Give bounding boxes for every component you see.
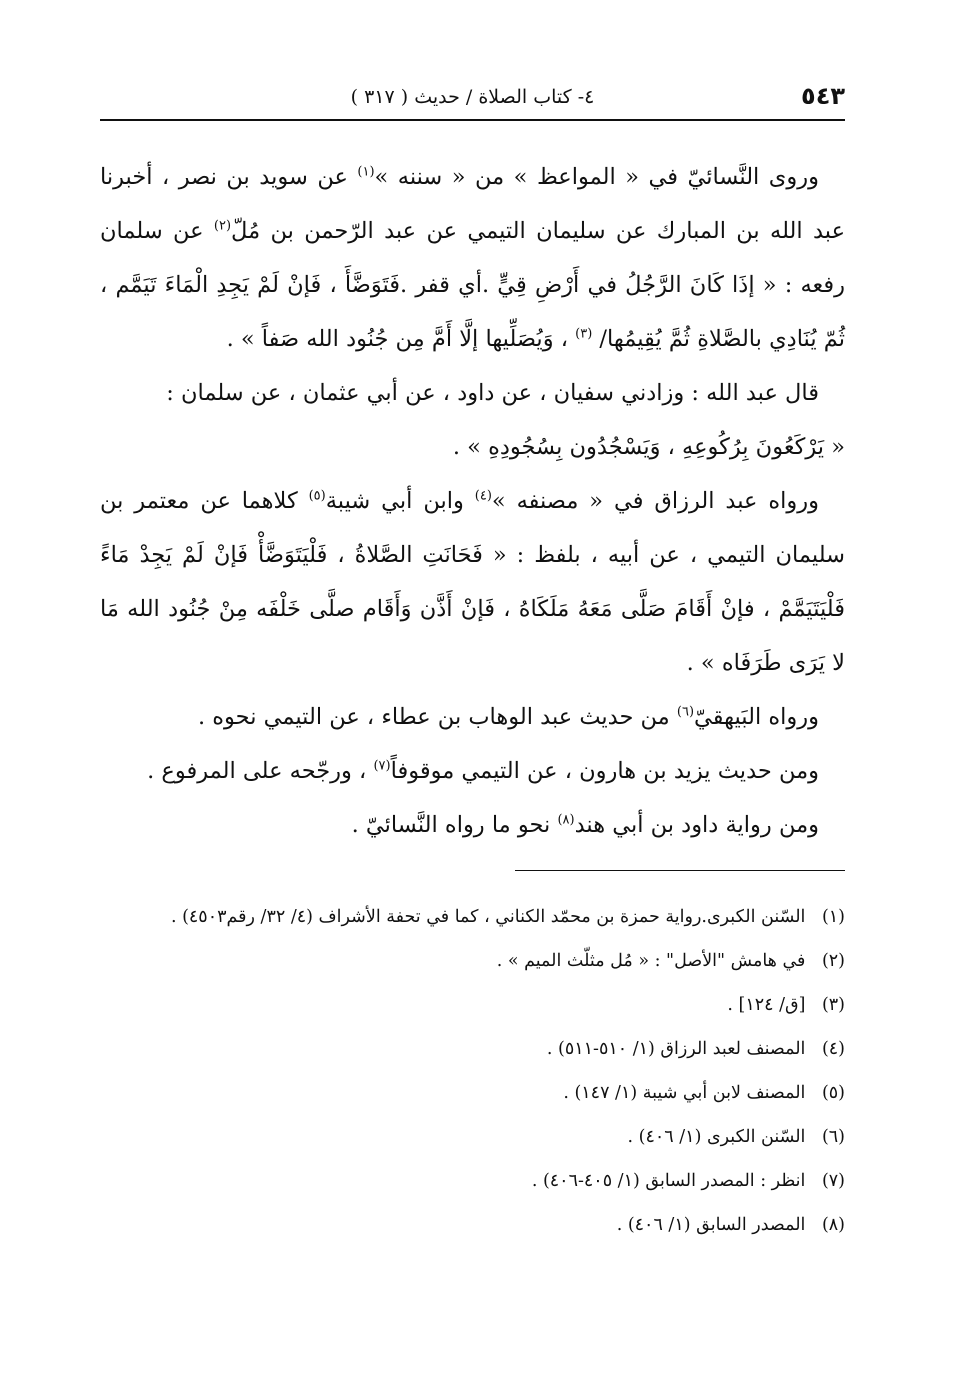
footnote-text: المصنف لابن أبي شيبة (١/ ١٤٧) . (563, 1083, 806, 1103)
footnote-text: انظر : المصدر السابق (١/ ٤٠٥-٤٠٦) . (531, 1171, 806, 1191)
footnote-ref-8: (٨) (557, 812, 575, 828)
paragraph-abdullah: قال عبد الله : وزادني سفيان ، عن داود ، عن أبي عثمان ، عن سلمان : (166, 380, 819, 406)
paragraph-abdurrazzaq (100, 474, 845, 690)
footnote-ref-3: (٣) (575, 326, 593, 342)
footnote-text: في هامش "الأصل" : « مُل مثلّث الميم » . (496, 951, 806, 971)
footnote-2 (100, 939, 845, 983)
paragraph-yazid (100, 744, 845, 798)
header-rule (100, 119, 845, 121)
footnote-number: (٢) (821, 951, 845, 971)
text-segment: ، وَيُصَلِّيها إلَّا أَمَّ مِن جُنُود الله صَفاً » . (226, 326, 576, 352)
footnote-5 (100, 1071, 845, 1115)
text-segment: نحو ما رواه النَّسائيّ . (351, 812, 558, 838)
page-number: ٥٤٣ (801, 82, 845, 110)
text-segment: ومن حديث يزيد بن هارون ، عن التيمي موقوفاً (390, 758, 819, 784)
footnote-text: السّنن الكبرى.رواية حمزة بن محمّد الكناني ، كما في تحفة الأشراف (٤/ ٣٢/ رقم٤٥٠٣) . (170, 907, 806, 927)
footnote-8 (100, 1203, 845, 1247)
text-segment: من حديث عبد الوهاب بن عطاء ، عن التيمي نحوه . (197, 704, 677, 730)
text-segment: كلاهما عن معتمر بن سليمان التيمي ، عن أبيه ، بلفظ : « فَحَانَتِ الصَّلاةُ ، فَلْيَتَوَضَّأْ فَإنْ لَمْ يَجِدْ مَاءً فَلْيَتَيَمَّمْ ، فإنْ أَقَامَ صَلَّى مَعَهُ مَلَكَاهُ ، فَإنْ أَذَّن وَأَقَام صلَّى خَلْفَه مِنْ جُنُود الله مَا لا يَرَى طَرَفَاه » . (100, 488, 845, 676)
footnote-number: (١) (821, 907, 845, 927)
footnote-ref-5: (٥) (308, 488, 326, 504)
footnote-ref-2: (٢) (213, 218, 232, 234)
footnote-number: (٧) (821, 1171, 845, 1191)
text-segment: ، ورجّحه على المرفوع . (147, 758, 374, 784)
footnote-text: المصنف لعبد الرزاق (١/ ٥١٠-٥١١) . (546, 1039, 806, 1059)
footnote-ref-1: (١) (357, 164, 375, 180)
text-segment: عن سويد بن نصر ، أخبرنا عبد الله بن المبارك عن سليمان التيمي عن عبد الرّحمن بن مُلّ (100, 164, 845, 244)
paragraph-nasai (100, 150, 845, 366)
footnote-1 (100, 895, 845, 939)
text-segment: عن سلمان رفعه : « إذَا كَانَ الرَّجُلُ في أَرْضِ قِيٍّ .أي قفر .فَتَوَضَّأَ ، فَإنْ لَمْ يَجِدِ الْمَاءَ تَيَمَّم ، ثُمّ يُنَادِي بالصَّلاةِ ثُمَّ يُقِيمُها/ (100, 218, 845, 352)
footnote-text: المصدر السابق (١/ ٤٠٦) . (616, 1215, 806, 1235)
text-segment: ومن رواية داود بن أبي هند (574, 812, 819, 838)
footnote-3 (100, 983, 845, 1027)
page-header (100, 76, 845, 118)
text-segment: وابن أبي شيبة (325, 488, 475, 514)
footnote-text: [ق/ ١٢٤] . (727, 995, 806, 1015)
footnotes (100, 895, 845, 1247)
footnote-ref-6: (٦) (676, 704, 695, 720)
footnote-separator (515, 870, 845, 871)
footnote-ref-7: (٧) (373, 758, 391, 774)
text-segment: ورواه عبد الرزاق في « مصنفه » (491, 488, 819, 514)
footnote-number: (٥) (821, 1083, 845, 1103)
paragraph-quote: « يَرْكَعُونَ بِرُكُوعِهِ ، وَيَسْجُدُون بِسُجُودِهِ » . (452, 434, 845, 460)
footnote-7 (100, 1159, 845, 1203)
footnote-ref-4: (٤) (474, 488, 492, 504)
footnote-number: (٤) (821, 1039, 845, 1059)
paragraph-bayhaqi (100, 690, 845, 744)
footnote-number: (٣) (821, 995, 845, 1015)
footnote-text: السّنن الكبرى (١/ ٤٠٦) . (627, 1127, 806, 1147)
text-segment: وروى النَّسائيّ في « المواعظ » من « سننه » (374, 164, 819, 190)
paragraph-dawud (100, 798, 845, 852)
text-segment: ورواه البَيهقيّ (694, 704, 819, 730)
running-title: ٤- كتاب الصلاة / حديث ( ٣١٧ ) (350, 86, 595, 108)
footnote-6 (100, 1115, 845, 1159)
footnote-4 (100, 1027, 845, 1071)
main-text (100, 150, 845, 852)
footnote-number: (٨) (821, 1215, 845, 1235)
footnote-number: (٦) (821, 1127, 845, 1147)
